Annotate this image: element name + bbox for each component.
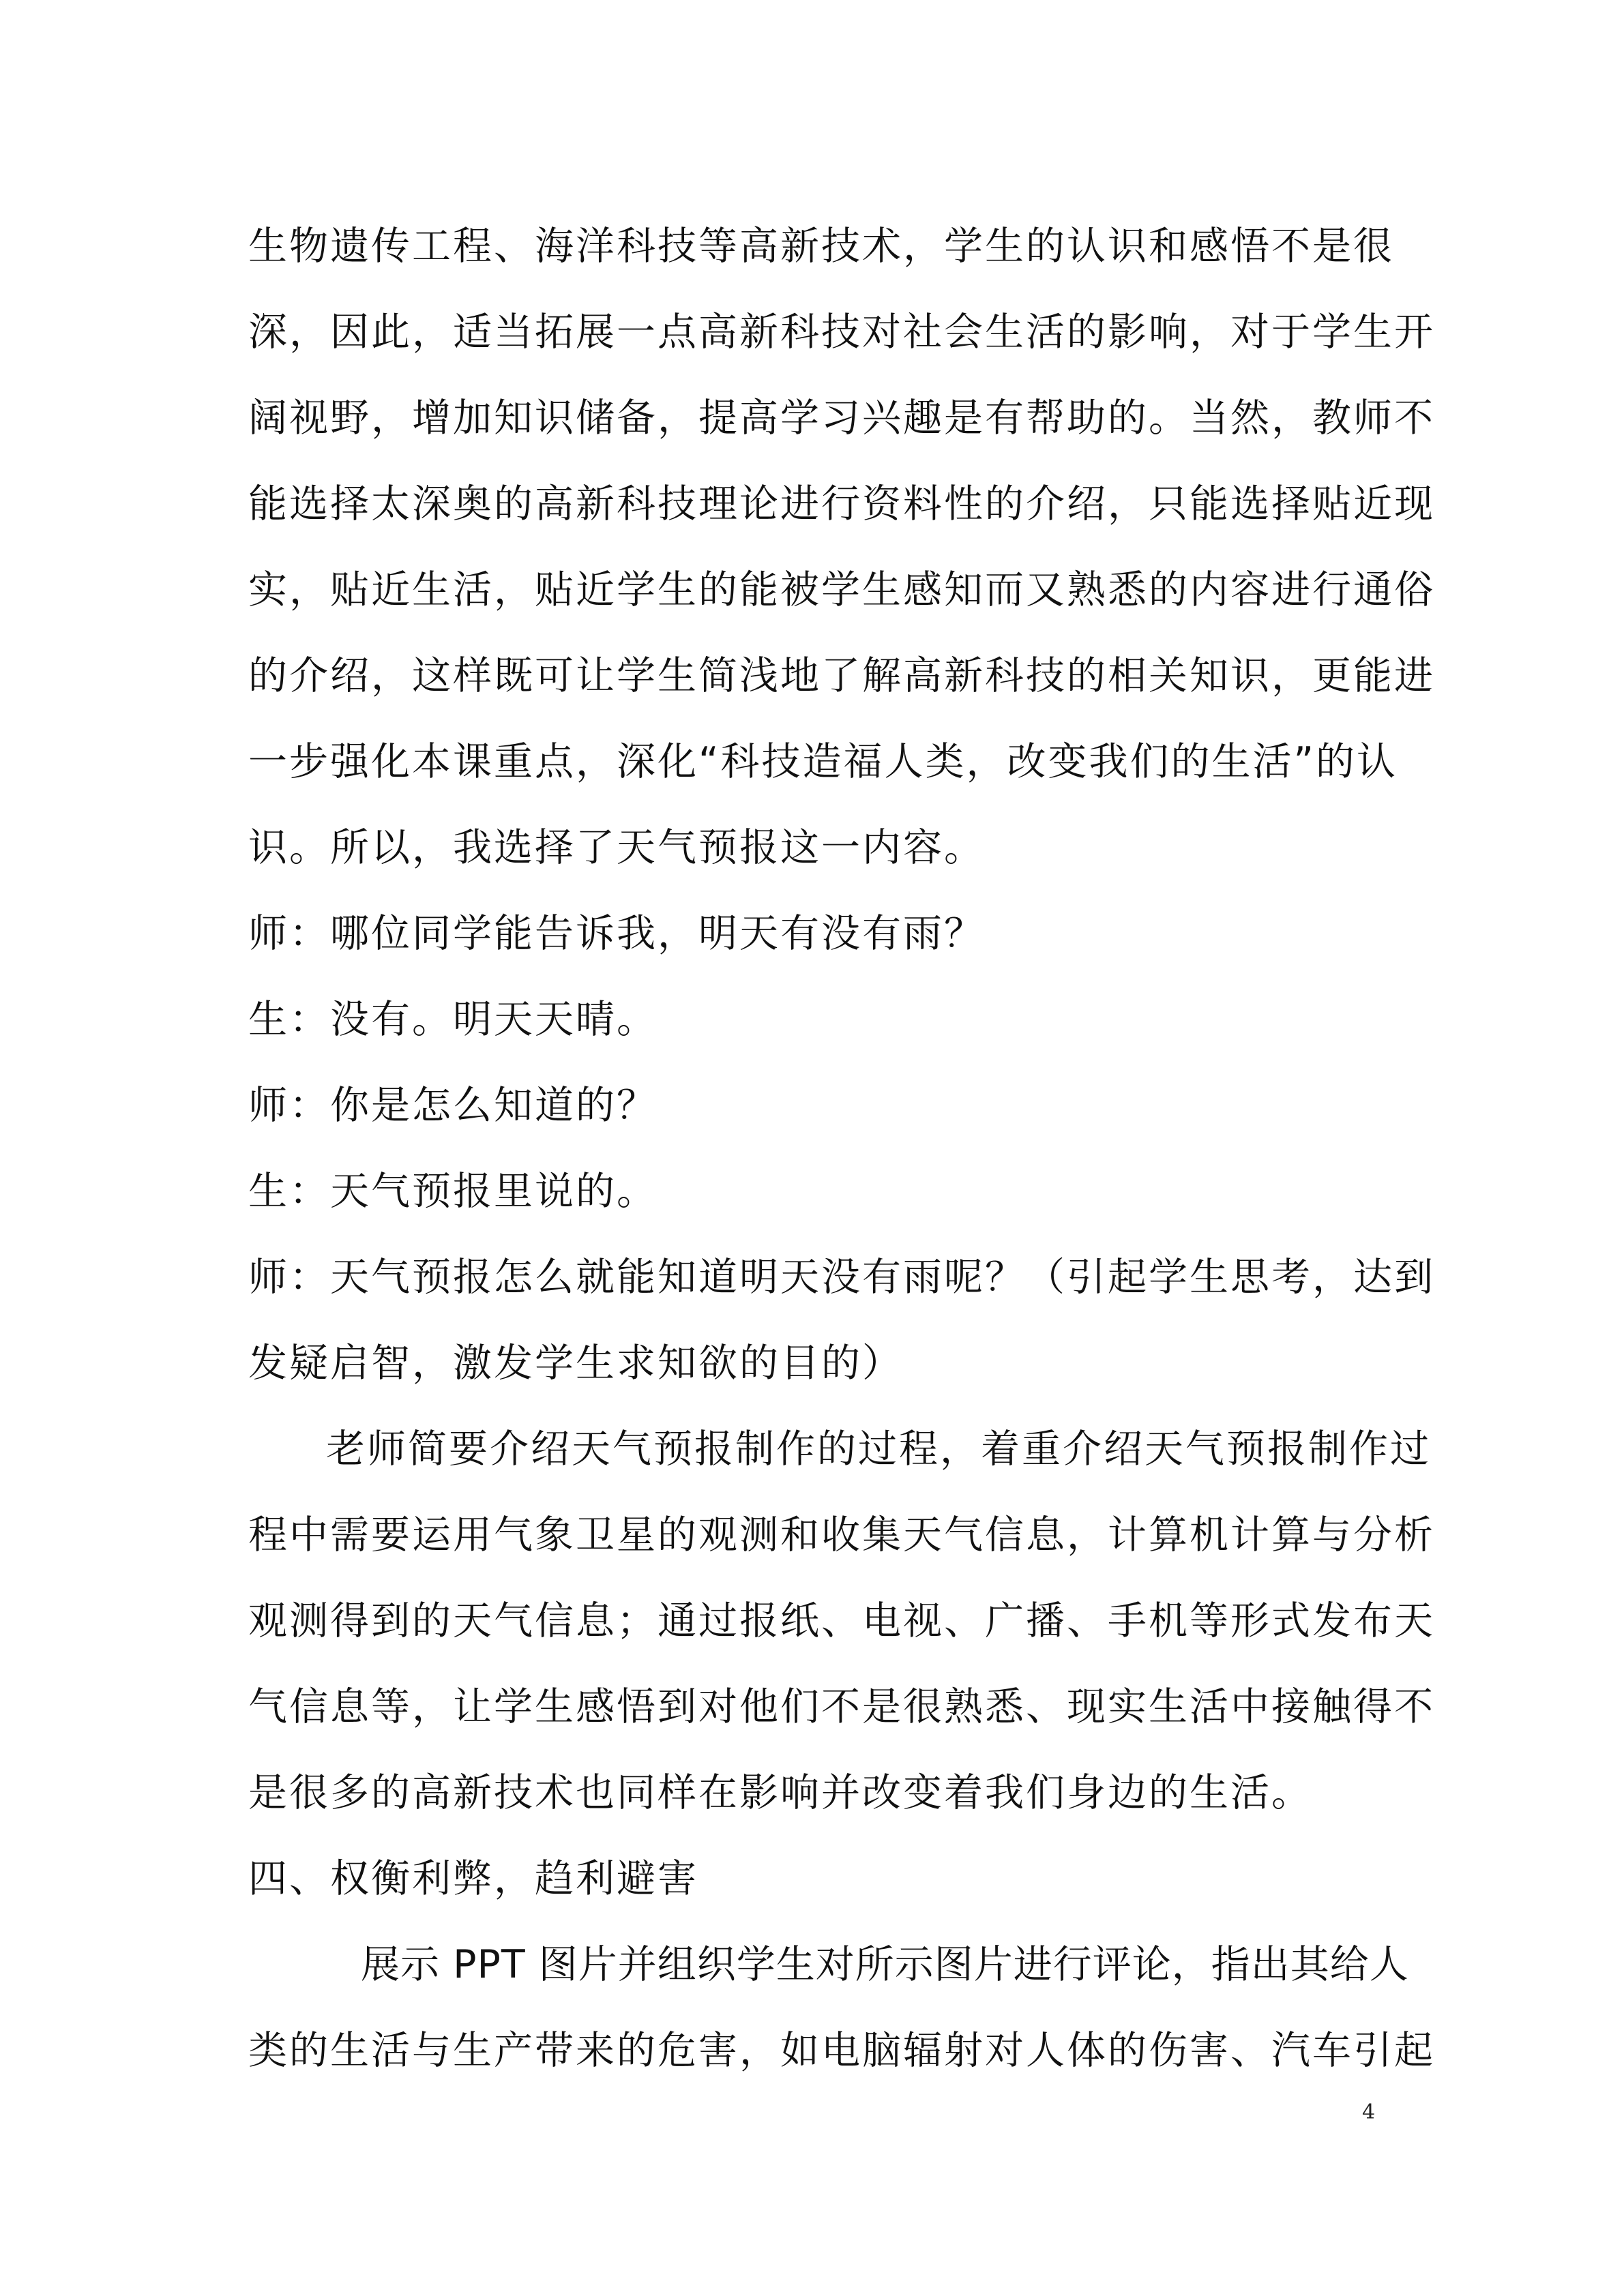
text-line: 程中需要运用气象卫星的观测和收集天气信息，计算机计算与分析 (248, 1512, 1435, 1557)
text-line: 发疑启智，激发学生求知欲的目的） (248, 1341, 903, 1386)
text-line: 能选择太深奥的高新科技理论进行资料性的介绍，只能选择贴近现 (248, 481, 1435, 526)
dialogue-line: 师：哪位同学能告诉我，明天有没有雨？ (248, 911, 985, 956)
text-line: 阔视野，增加知识储备，提高学习兴趣是有帮助的。当然，教师不 (248, 396, 1435, 441)
paragraph-start-line: 展示 PPT 图片并组织学生对所示图片进行评论，指出其给人 (361, 1942, 1409, 1987)
text-line: 类的生活与生产带来的危害，如电脑辐射对人体的伤害、汽车引起 (248, 2028, 1435, 2073)
page-number: 4 (1362, 2100, 1376, 2124)
text-line: 是很多的高新技术也同样在影响并改变着我们身边的生活。 (248, 1770, 1312, 1815)
paragraph-start-line: 老师简要介绍天气预报制作的过程，着重介绍天气预报制作过 (326, 1427, 1431, 1472)
body-text (248, 203, 1435, 2093)
dialogue-line: 师：天气预报怎么就能知道明天没有雨呢？（引起学生思考，达到 (248, 1255, 1435, 1300)
text-line: 观测得到的天气信息；通过报纸、电视、广播、手机等形式发布天 (248, 1598, 1435, 1643)
text-line: 气信息等，让学生感悟到对他们不是很熟悉、现实生活中接触得不 (248, 1684, 1435, 1729)
text-line: 实，贴近生活，贴近学生的能被学生感知而又熟悉的内容进行通俗 (248, 567, 1435, 612)
section-heading: 四、权衡利弊，趋利避害 (248, 1856, 698, 1901)
text-line: 识。所以，我选择了天气预报这一内容。 (248, 825, 985, 870)
text-line: 生物遗传工程、海洋科技等高新技术，学生的认识和感悟不是很 (248, 224, 1394, 269)
dialogue-line: 师：你是怎么知道的？ (248, 1083, 658, 1128)
dialogue-line: 生：没有。明天天晴。 (248, 997, 658, 1042)
text-line: 深，因此，适当拓展一点高新科技对社会生活的影响，对于学生开 (248, 310, 1435, 355)
text-line: 的介绍，这样既可让学生简浅地了解高新科技的相关知识，更能进 (248, 653, 1435, 698)
text-line: 一步强化本课重点，深化“科技造福人类，改变我们的生活”的认 (248, 739, 1398, 784)
dialogue-line: 生：天气预报里说的。 (248, 1169, 658, 1214)
